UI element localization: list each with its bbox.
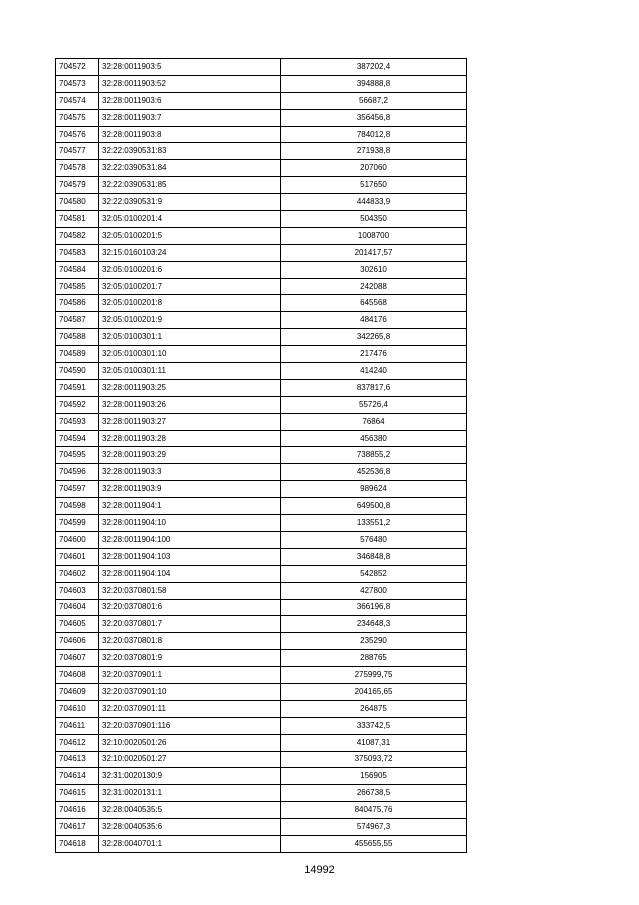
- table-row: [56, 683, 467, 700]
- cadastral-number-cell: 32:22:0390531:83: [99, 143, 281, 160]
- cadastral-number-cell: 32:28:0011903:6: [99, 92, 281, 109]
- value-cell: 275999,75: [281, 667, 467, 684]
- cadastral-number-cell: 32:20:0370901:116: [99, 717, 281, 734]
- cadastral-number-cell: 32:22:0390531:9: [99, 194, 281, 211]
- table-row: [56, 802, 467, 819]
- registry-table-container: [55, 58, 467, 853]
- cadastral-number-cell: 32:20:0370801:7: [99, 616, 281, 633]
- value-cell: 266738,5: [281, 785, 467, 802]
- row-number-cell: 704612: [56, 734, 99, 751]
- value-cell: 346848,8: [281, 548, 467, 565]
- row-number-cell: 704602: [56, 565, 99, 582]
- value-cell: 264875: [281, 700, 467, 717]
- value-cell: 840475,76: [281, 802, 467, 819]
- table-row: [56, 244, 467, 261]
- value-cell: 375093,72: [281, 751, 467, 768]
- cadastral-number-cell: 32:05:0100301:10: [99, 346, 281, 363]
- row-number-cell: 704613: [56, 751, 99, 768]
- row-number-cell: 704610: [56, 700, 99, 717]
- row-number-cell: 704596: [56, 464, 99, 481]
- table-row: [56, 177, 467, 194]
- cadastral-number-cell: 32:05:0100201:5: [99, 227, 281, 244]
- cadastral-number-cell: 32:28:0011903:25: [99, 379, 281, 396]
- page-number: 14992: [304, 864, 335, 876]
- value-cell: 356456,8: [281, 109, 467, 126]
- row-number-cell: 704589: [56, 346, 99, 363]
- table-row: [56, 295, 467, 312]
- cadastral-number-cell: 32:05:0100201:8: [99, 295, 281, 312]
- value-cell: 394888,8: [281, 75, 467, 92]
- value-cell: 645568: [281, 295, 467, 312]
- table-row: [56, 548, 467, 565]
- value-cell: 504350: [281, 211, 467, 228]
- cadastral-number-cell: 32:20:0370901:10: [99, 683, 281, 700]
- row-number-cell: 704605: [56, 616, 99, 633]
- row-number-cell: 704604: [56, 599, 99, 616]
- row-number-cell: 704579: [56, 177, 99, 194]
- table-row: [56, 531, 467, 548]
- value-cell: 576480: [281, 531, 467, 548]
- row-number-cell: 704617: [56, 819, 99, 836]
- row-number-cell: 704585: [56, 278, 99, 295]
- cadastral-number-cell: 32:28:0011904:10: [99, 515, 281, 532]
- row-number-cell: 704584: [56, 261, 99, 278]
- table-row: [56, 582, 467, 599]
- cadastral-number-cell: 32:20:0370801:58: [99, 582, 281, 599]
- table-row: [56, 700, 467, 717]
- cadastral-number-cell: 32:28:0011903:5: [99, 59, 281, 76]
- row-number-cell: 704606: [56, 633, 99, 650]
- value-cell: 784012,8: [281, 126, 467, 143]
- value-cell: 217476: [281, 346, 467, 363]
- table-row: [56, 717, 467, 734]
- cadastral-number-cell: 32:28:0011904:104: [99, 565, 281, 582]
- row-number-cell: 704577: [56, 143, 99, 160]
- row-number-cell: 704615: [56, 785, 99, 802]
- cadastral-number-cell: 32:28:0011903:28: [99, 430, 281, 447]
- cadastral-number-cell: 32:10:0020501:27: [99, 751, 281, 768]
- value-cell: 271938,8: [281, 143, 467, 160]
- value-cell: 41087,31: [281, 734, 467, 751]
- table-row: [56, 751, 467, 768]
- value-cell: 56687,2: [281, 92, 467, 109]
- row-number-cell: 704598: [56, 498, 99, 515]
- table-row: [56, 75, 467, 92]
- table-row: [56, 498, 467, 515]
- cadastral-number-cell: 32:28:0011903:3: [99, 464, 281, 481]
- row-number-cell: 704607: [56, 650, 99, 667]
- value-cell: 55726,4: [281, 396, 467, 413]
- cadastral-number-cell: 32:05:0100201:9: [99, 312, 281, 329]
- value-cell: 156905: [281, 768, 467, 785]
- value-cell: 427800: [281, 582, 467, 599]
- value-cell: 234648,3: [281, 616, 467, 633]
- table-row: [56, 211, 467, 228]
- row-number-cell: 704580: [56, 194, 99, 211]
- table-row: [56, 92, 467, 109]
- cadastral-number-cell: 32:20:0370801:8: [99, 633, 281, 650]
- cadastral-number-cell: 32:28:0011904:100: [99, 531, 281, 548]
- table-row: [56, 363, 467, 380]
- table-row: [56, 413, 467, 430]
- cadastral-number-cell: 32:20:0370801:9: [99, 650, 281, 667]
- row-number-cell: 704590: [56, 363, 99, 380]
- row-number-cell: 704591: [56, 379, 99, 396]
- table-row: [56, 819, 467, 836]
- value-cell: 649500,8: [281, 498, 467, 515]
- row-number-cell: 704578: [56, 160, 99, 177]
- value-cell: 738855,2: [281, 447, 467, 464]
- table-row: [56, 633, 467, 650]
- row-number-cell: 704582: [56, 227, 99, 244]
- value-cell: 235290: [281, 633, 467, 650]
- value-cell: 242088: [281, 278, 467, 295]
- value-cell: 201417,57: [281, 244, 467, 261]
- table-row: [56, 768, 467, 785]
- table-row: [56, 227, 467, 244]
- value-cell: 366196,8: [281, 599, 467, 616]
- row-number-cell: 704601: [56, 548, 99, 565]
- value-cell: 517650: [281, 177, 467, 194]
- value-cell: 207060: [281, 160, 467, 177]
- table-row: [56, 312, 467, 329]
- cadastral-number-cell: 32:28:0011903:52: [99, 75, 281, 92]
- registry-table: [55, 58, 467, 853]
- cadastral-number-cell: 32:15:0160103:24: [99, 244, 281, 261]
- table-row: [56, 194, 467, 211]
- value-cell: 342265,8: [281, 329, 467, 346]
- value-cell: 133551,2: [281, 515, 467, 532]
- value-cell: 452536,8: [281, 464, 467, 481]
- row-number-cell: 704599: [56, 515, 99, 532]
- table-row: [56, 143, 467, 160]
- value-cell: 837817,6: [281, 379, 467, 396]
- row-number-cell: 704616: [56, 802, 99, 819]
- cadastral-number-cell: 32:28:0011904:103: [99, 548, 281, 565]
- row-number-cell: 704614: [56, 768, 99, 785]
- table-row: [56, 278, 467, 295]
- row-number-cell: 704576: [56, 126, 99, 143]
- row-number-cell: 704618: [56, 835, 99, 852]
- value-cell: 302610: [281, 261, 467, 278]
- value-cell: 542852: [281, 565, 467, 582]
- value-cell: 456380: [281, 430, 467, 447]
- table-row: [56, 515, 467, 532]
- cadastral-number-cell: 32:28:0011903:9: [99, 481, 281, 498]
- row-number-cell: 704586: [56, 295, 99, 312]
- value-cell: 204165,65: [281, 683, 467, 700]
- row-number-cell: 704611: [56, 717, 99, 734]
- table-row: [56, 261, 467, 278]
- table-row: [56, 160, 467, 177]
- cadastral-number-cell: 32:28:0011903:7: [99, 109, 281, 126]
- row-number-cell: 704588: [56, 329, 99, 346]
- table-row: [56, 464, 467, 481]
- registry-table-body: [56, 59, 467, 853]
- cadastral-number-cell: 32:20:0370801:6: [99, 599, 281, 616]
- row-number-cell: 704608: [56, 667, 99, 684]
- cadastral-number-cell: 32:10:0020501:26: [99, 734, 281, 751]
- row-number-cell: 704593: [56, 413, 99, 430]
- cadastral-number-cell: 32:22:0390531:85: [99, 177, 281, 194]
- cadastral-number-cell: 32:28:0011904:1: [99, 498, 281, 515]
- cadastral-number-cell: 32:05:0100201:6: [99, 261, 281, 278]
- value-cell: 414240: [281, 363, 467, 380]
- table-row: [56, 126, 467, 143]
- row-number-cell: 704572: [56, 59, 99, 76]
- table-row: [56, 565, 467, 582]
- value-cell: 387202,4: [281, 59, 467, 76]
- table-row: [56, 734, 467, 751]
- table-row: [56, 835, 467, 852]
- cadastral-number-cell: 32:20:0370901:11: [99, 700, 281, 717]
- table-row: [56, 447, 467, 464]
- cadastral-number-cell: 32:31:0020131:1: [99, 785, 281, 802]
- cadastral-number-cell: 32:28:0040701:1: [99, 835, 281, 852]
- cadastral-number-cell: 32:28:0040535:5: [99, 802, 281, 819]
- row-number-cell: 704597: [56, 481, 99, 498]
- cadastral-number-cell: 32:05:0100201:7: [99, 278, 281, 295]
- row-number-cell: 704583: [56, 244, 99, 261]
- row-number-cell: 704575: [56, 109, 99, 126]
- table-row: [56, 329, 467, 346]
- cadastral-number-cell: 32:05:0100301:1: [99, 329, 281, 346]
- cadastral-number-cell: 32:28:0011903:8: [99, 126, 281, 143]
- cadastral-number-cell: 32:20:0370901:1: [99, 667, 281, 684]
- value-cell: 444833,9: [281, 194, 467, 211]
- value-cell: 76864: [281, 413, 467, 430]
- row-number-cell: 704595: [56, 447, 99, 464]
- table-row: [56, 59, 467, 76]
- row-number-cell: 704587: [56, 312, 99, 329]
- table-row: [56, 785, 467, 802]
- value-cell: 455655,55: [281, 835, 467, 852]
- table-row: [56, 379, 467, 396]
- value-cell: 989624: [281, 481, 467, 498]
- value-cell: 288765: [281, 650, 467, 667]
- cadastral-number-cell: 32:28:0011903:27: [99, 413, 281, 430]
- cadastral-number-cell: 32:22:0390531:84: [99, 160, 281, 177]
- value-cell: 333742,5: [281, 717, 467, 734]
- cadastral-number-cell: 32:31:0020130:9: [99, 768, 281, 785]
- table-row: [56, 599, 467, 616]
- table-row: [56, 667, 467, 684]
- table-row: [56, 430, 467, 447]
- row-number-cell: 704600: [56, 531, 99, 548]
- row-number-cell: 704592: [56, 396, 99, 413]
- row-number-cell: 704581: [56, 211, 99, 228]
- row-number-cell: 704603: [56, 582, 99, 599]
- cadastral-number-cell: 32:05:0100201:4: [99, 211, 281, 228]
- table-row: [56, 481, 467, 498]
- cadastral-number-cell: 32:28:0011903:26: [99, 396, 281, 413]
- table-row: [56, 396, 467, 413]
- row-number-cell: 704573: [56, 75, 99, 92]
- cadastral-number-cell: 32:28:0040535:6: [99, 819, 281, 836]
- value-cell: 1008700: [281, 227, 467, 244]
- row-number-cell: 704594: [56, 430, 99, 447]
- value-cell: 574967,3: [281, 819, 467, 836]
- table-row: [56, 650, 467, 667]
- row-number-cell: 704574: [56, 92, 99, 109]
- cadastral-number-cell: 32:28:0011903:29: [99, 447, 281, 464]
- table-row: [56, 346, 467, 363]
- value-cell: 484176: [281, 312, 467, 329]
- table-row: [56, 616, 467, 633]
- table-row: [56, 109, 467, 126]
- cadastral-number-cell: 32:05:0100301:11: [99, 363, 281, 380]
- row-number-cell: 704609: [56, 683, 99, 700]
